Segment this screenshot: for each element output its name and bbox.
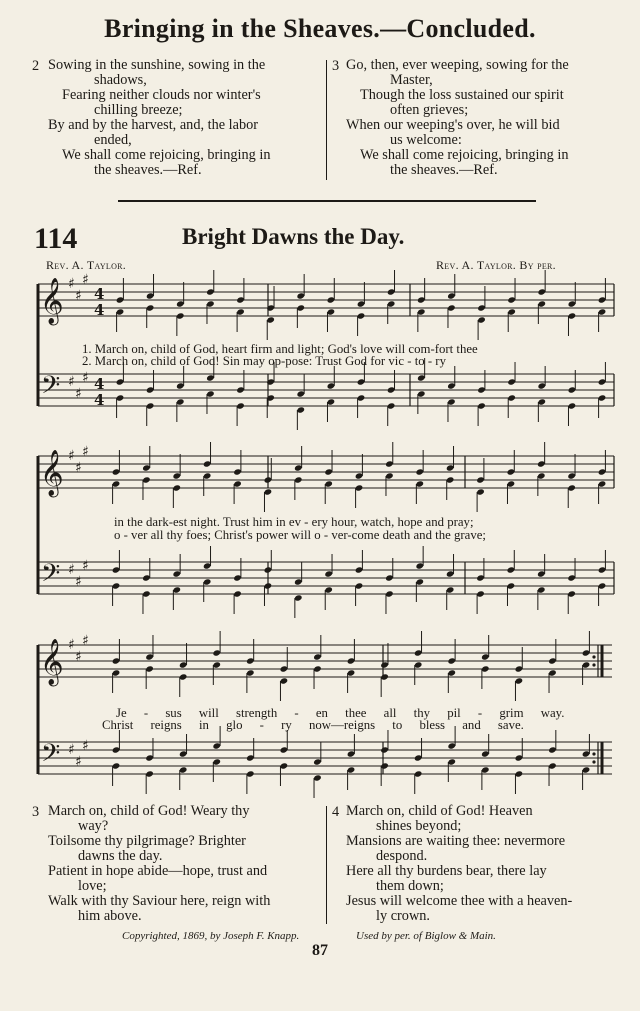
verse-line: Patient in hope abide—hope, trust and bbox=[48, 863, 268, 879]
verse-line: love; bbox=[78, 878, 107, 894]
lyric-line: Christ reigns in glo - ry now—reigns to bless and save. bbox=[102, 718, 524, 732]
sharp-sign: ♯ bbox=[75, 574, 82, 590]
lyric-line: o - ver all thy foes; Christ's power will o - ver-come death and the grave; bbox=[114, 528, 486, 542]
verse-line: the sheaves.—Ref. bbox=[94, 162, 202, 178]
sharp-sign: ♯ bbox=[75, 288, 82, 304]
verse-line: We shall come rejoicing, bringing in bbox=[360, 147, 569, 163]
time-signature: 4 bbox=[94, 391, 105, 409]
verse-line: Jesus will welcome thee with a heaven- bbox=[346, 893, 573, 909]
sharp-sign: ♯ bbox=[82, 370, 89, 386]
sharp-sign: ♯ bbox=[68, 448, 75, 464]
sharp-sign: ♯ bbox=[75, 754, 82, 770]
verse-line: shadows, bbox=[94, 72, 147, 88]
verse-line: way? bbox=[78, 818, 109, 834]
bass-clef-icon: 𝄢 bbox=[41, 739, 61, 774]
repeat-dot bbox=[592, 760, 595, 763]
sharp-sign: ♯ bbox=[68, 637, 75, 653]
copyright-notice: Copyrighted, 1869, by Joseph F. Knapp. bbox=[122, 930, 300, 942]
hymn-title: Bright Dawns the Day. bbox=[182, 224, 405, 249]
page-number: 87 bbox=[312, 942, 328, 959]
continued-hymn-header: Bringing in the Sheaves.—Concluded. bbox=[104, 14, 536, 43]
bass-clef-icon: 𝄢 bbox=[41, 371, 61, 406]
hymn-number: 114 bbox=[34, 222, 78, 255]
sharp-sign: ♯ bbox=[82, 558, 89, 574]
sharp-sign: ♯ bbox=[68, 742, 75, 758]
verse-line: shines beyond; bbox=[376, 818, 462, 834]
verse-3-block bbox=[48, 804, 323, 924]
sharp-sign: ♯ bbox=[68, 276, 75, 292]
verse-line: Fearing neither clouds nor winter's bbox=[62, 87, 261, 103]
verse-line: him above. bbox=[78, 908, 142, 924]
verse-line: By and by the harvest, and, the labor bbox=[48, 117, 259, 133]
time-signature: 4 bbox=[94, 375, 105, 393]
verse-line: Sowing in the sunshine, sowing in the bbox=[48, 57, 266, 73]
sharp-sign: ♯ bbox=[82, 272, 89, 288]
verse-number: 4 bbox=[332, 804, 340, 820]
verse-line: Toilsome thy pilgrimage? Brighter bbox=[48, 833, 246, 849]
lyric-line: in the dark-est night. Trust him in ev - ery hour, watch, hope and pray; bbox=[114, 515, 474, 529]
verse-line: them down; bbox=[376, 878, 444, 894]
sharp-sign: ♯ bbox=[75, 649, 82, 665]
words-credit: Rev. A. Taylor. bbox=[46, 258, 127, 272]
time-signature: 4 bbox=[94, 301, 105, 319]
music-credit: Rev. A. Taylor. By per. bbox=[436, 258, 556, 272]
verse-line: often grieves; bbox=[390, 102, 469, 118]
sharp-sign: ♯ bbox=[68, 562, 75, 578]
sharp-sign: ♯ bbox=[82, 444, 89, 460]
treble-clef-icon: 𝄞 bbox=[40, 278, 64, 324]
lyric-line: Je - sus will strength - en thee all thy pil - grim way. bbox=[116, 706, 565, 720]
sharp-sign: ♯ bbox=[68, 374, 75, 390]
lyric-line: 2. March on, child of God! Sin may op-pose: Trust God for vic - to - ry bbox=[82, 354, 446, 368]
repeat-dot bbox=[592, 752, 595, 755]
verse-line: We shall come rejoicing, bringing in bbox=[62, 147, 271, 163]
sharp-sign: ♯ bbox=[82, 738, 89, 754]
treble-clef-icon: 𝄞 bbox=[40, 639, 64, 685]
repeat-dot bbox=[592, 655, 595, 658]
verse-line: despond. bbox=[376, 848, 428, 864]
verse-4-block bbox=[346, 804, 626, 924]
sharp-sign: ♯ bbox=[75, 460, 82, 476]
verse-line: Though the loss sustained our spirit bbox=[360, 87, 564, 103]
verse-number: 3 bbox=[332, 58, 340, 74]
verse-line: the sheaves.—Ref. bbox=[390, 162, 498, 178]
verse-line: Here all thy burdens bear, there lay bbox=[346, 863, 547, 879]
verse-line: Walk with thy Saviour here, reign with bbox=[48, 893, 271, 909]
sharp-sign: ♯ bbox=[75, 386, 82, 402]
sharp-sign: ♯ bbox=[82, 633, 89, 649]
repeat-dot bbox=[592, 663, 595, 666]
column-divider bbox=[326, 806, 327, 924]
bass-clef-icon: 𝄢 bbox=[41, 559, 61, 594]
treble-clef-icon: 𝄞 bbox=[40, 450, 64, 496]
verse-line: chilling breeze; bbox=[94, 102, 183, 118]
verse-line: us welcome: bbox=[390, 132, 462, 148]
verse-line: dawns the day. bbox=[78, 848, 163, 864]
permission-notice: Used by per. of Biglow & Main. bbox=[356, 930, 496, 942]
verse-number: 3 bbox=[32, 804, 40, 820]
time-signature: 4 bbox=[94, 285, 105, 303]
verse-line: Mansions are waiting thee: nevermore bbox=[346, 833, 566, 849]
lyric-line: 1. March on, child of God, heart firm and light; God's love will com-fort thee bbox=[82, 342, 478, 356]
verse-line: March on, child of God! Heaven bbox=[346, 803, 533, 819]
verse-line: Go, then, ever weeping, sowing for the bbox=[346, 57, 569, 73]
verse-line: ly crown. bbox=[376, 908, 430, 924]
verse-line: Master, bbox=[390, 72, 433, 88]
verse-line: March on, child of God! Weary thy bbox=[48, 803, 250, 819]
verse-line: When our weeping's over, he will bid bbox=[346, 117, 560, 133]
verse-line: ended, bbox=[94, 132, 132, 148]
verse-number: 2 bbox=[32, 58, 40, 74]
